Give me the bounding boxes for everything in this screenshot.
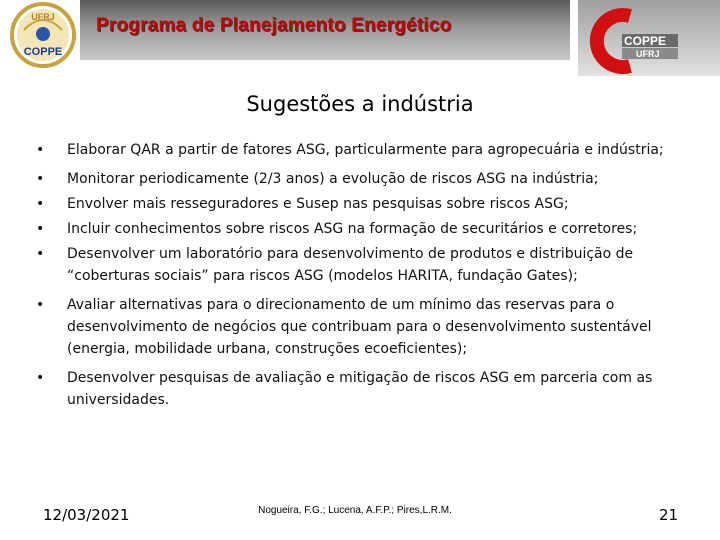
bullet-text: Desenvolver um laboratório para desenvolvimento de produtos e distribuição de “coberturas sociais” para riscos ASG (modelos HARITA, fundação Gates); (67, 246, 634, 284)
left-logo-arc-text: UFRJ (31, 12, 55, 22)
slide-title: Sugestões a indústria (246, 92, 474, 116)
bullet-item (30, 367, 690, 411)
bullet-dot: • (36, 370, 45, 386)
slide-header (0, 0, 720, 76)
bullet-item (30, 294, 690, 360)
bullet-text: Incluir conhecimentos sobre riscos ASG na formação de securitários e corretores; (67, 221, 638, 237)
page-number: 21 (659, 506, 679, 524)
footer-authors: Nogueira, F.G.; Lucena, A.F.P.; Pires,L.R.M. (258, 505, 452, 516)
header-banner (80, 0, 570, 60)
right-logo-word: COPPE (624, 34, 667, 48)
bullet-dot: • (36, 221, 45, 237)
bullet-text: Avaliar alternativas para o direcionamento de um mínimo das reservas para o desenvolvimento de negócios que contribuam para o desenvolvimento sustentável (energia, mobilidade urbana, construções ecoeficientes); (67, 297, 652, 357)
bullet-text: Desenvolver pesquisas de avaliação e mitigação de riscos ASG em parceria com as universidades. (67, 370, 653, 408)
bullet-item (30, 243, 690, 287)
bullet-item (30, 193, 690, 215)
bullet-text: Monitorar periodicamente (2/3 anos) a evolução de riscos ASG na indústria; (67, 171, 599, 187)
bullet-item (30, 218, 690, 240)
banner-title: Programa de Planejamento Energético (96, 15, 452, 36)
bullet-item (30, 168, 690, 190)
right-logo-sub: UFRJ (636, 49, 660, 59)
bullet-dot: • (36, 171, 45, 187)
bullet-dot: • (36, 196, 45, 212)
ufrj-coppe-logo-icon (6, 0, 80, 70)
bullet-dot: • (36, 142, 45, 158)
footer-date: 12/03/2021 (43, 506, 130, 524)
bullet-text: Envolver mais resseguradores e Susep nas pesquisas sobre riscos ASG; (67, 196, 569, 212)
bullet-list (30, 139, 690, 418)
bullet-text: Elaborar QAR a partir de fatores ASG, particularmente para agropecuária e indústria; (67, 142, 664, 158)
bullet-dot: • (36, 246, 45, 262)
left-logo-word: COPPE (23, 46, 63, 58)
coppe-c-logo-icon (578, 0, 720, 76)
right-logo-panel (578, 0, 720, 76)
bullet-dot: • (36, 297, 45, 313)
bullet-item (30, 139, 690, 161)
